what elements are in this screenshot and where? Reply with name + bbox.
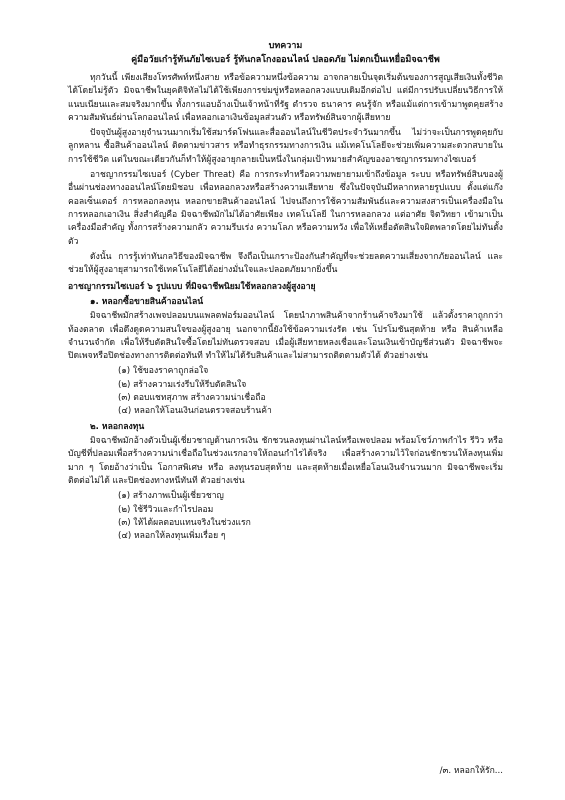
intro-paragraph-4: ดังนั้น การรู้เท่าทันกลวิธีของมิจฉาชีพ จึงถือเป็นเกราะป้องกันสำคัญที่จะช่วยลดความเสี่ยงจากภัยออนไลน์ และช่วยให้ผู้สูงอายุสามารถใช้เทคโนโลยีได้อย่างมั่นใจและปลอดภัยมากยิ่งขึ้น xyxy=(68,251,503,276)
list-item: (๑) สร้างภาพเป็นผู้เชี่ยวชาญ xyxy=(118,491,224,502)
topic-1-list xyxy=(118,365,503,418)
document-label: บทความ xyxy=(268,41,303,51)
intro-paragraph-2: ปัจจุบันผู้สูงอายุจำนวนมากเริ่มใช้สมาร์ตโฟนและสื่อออนไลน์ในชีวิตประจำวันมากขึ้น ไม่ว่าจะเป็นการพูดคุยกับลูกหลาน ซื้อสินค้าออนไลน์ ติดตามข่าวสาร หรือทำธุรกรรมทางการเงิน แม้เทคโนโลยีจะช่วยเพิ่มความสะดวกสบายในการใช้ชีวิต แต่ในขณะเดียวกันก็ทำให้ผู้สูงอายุกลายเป็นหนึ่งในกลุ่มเป้าหมายสำคัญของอาชญากรรมทางไซเบอร์ xyxy=(68,128,503,165)
topic-1-heading: ๑. หลอกซื้อขายสินค้าออนไลน์ xyxy=(90,296,204,307)
topic-1-body: มิจฉาชีพมักสร้างเพจปลอมบนแพลตฟอร์มออนไลน์ โดยนำภาพสินค้าจากร้านค้าจริงมาใช้ แล้วตั้งราคาถูกกว่าท้องตลาด เพื่อดึงดูดความสนใจของผู้สูงอายุ นอกจากนี้ยังใช้ข้อความเร่งรัด เช่น โปรโมชันสุดท้าย หรือ สินค้าเหลือจำนวนจำกัด เพื่อให้รีบตัดสินใจซื้อโดยไม่ทันตรวจสอบ เมื่อผู้เสียหายหลงเชื่อและโอนเงินเข้าบัญชีส่วนตัว มิจฉาชีพจะปิดเพจหรือปิดช่องทางการติดต่อทันที ทำให้ไม่ได้รับสินค้าและไม่สามารถติดตามตัวได้ ตัวอย่างเช่น xyxy=(68,311,503,362)
intro-paragraph-1: ทุกวันนี้ เพียงเสียงโทรศัพท์หนึ่งสาย หรือข้อความหนึ่งข้อความ อาจกลายเป็นจุดเริ่มต้นของการสูญเสียเงินทั้งชีวิตได้โดยไม่รู้ตัว มิจฉาชีพในยุคดิจิทัลไม่ได้ใช้เพียงการข่มขู่หรือหลอกลวงแบบเดิมอีกต่อไป แต่มีการปรับเปลี่ยนวิธีการให้แนบเนียนและสมจริงมากขึ้น ทั้งการแอบอ้างเป็นเจ้าหน้าที่รัฐ ตำรวจ ธนาคาร คนรู้จัก หรือแม้แต่การเข้ามาพูดคุยสร้างความสัมพันธ์ผ่านโลกออนไลน์ เพื่อหลอกเอาเงินข้อมูลส่วนตัว หรือทรัพย์สินจากผู้เสียหาย xyxy=(68,72,503,123)
list-item: (๔) หลอกให้ลงทุนเพิ่มเรื่อย ๆ xyxy=(118,531,226,542)
list-item: (๑) ใช้ของราคาถูกล่อใจ xyxy=(118,366,209,377)
list-item: (๓) ให้ได้ผลตอบแทนจริงในช่วงแรก xyxy=(118,517,251,528)
continuation-marker: /๓. หลอกให้รัก... xyxy=(439,766,503,776)
list-item: (๒) ใช้รีวิวและกำไรปลอม xyxy=(118,504,214,515)
list-item: (๔) หลอกให้โอนเงินก่อนตรวจสอบร้านค้า xyxy=(118,406,272,417)
list-item: (๓) ตอบแชทสุภาพ สร้างความน่าเชื่อถือ xyxy=(118,393,266,404)
topic-2-heading: ๒. หลอกลงทุน xyxy=(90,421,145,432)
topic-2-list xyxy=(118,490,503,543)
document-title: คู่มือวัยเก๋ารู้ทันภัยไซเบอร์ รู้ทันกลโกงออนไลน์ ปลอดภัย ไม่ตกเป็นเหยื่อมิจฉาชีพ xyxy=(131,54,440,65)
section-heading: อาชญากรรมไซเบอร์ ๖ รูปแบบ ที่มิจฉาชีพนิยมใช้หลอกลวงผู้สูงอายุ xyxy=(68,281,316,292)
list-item: (๒) สร้างความเร่งรีบให้รีบตัดสินใจ xyxy=(118,379,247,390)
topic-2-body: มิจฉาชีพมักอ้างตัวเป็นผู้เชี่ยวชาญด้านการเงิน ชักชวนลงทุนผ่านไลน์หรือเพจปลอม พร้อมโชว์ภาพกำไร รีวิว หรือบัญชีที่ปลอมเพื่อสร้างความน่าเชื่อถือในช่วงแรกอาจให้ถอนกำไรได้จริง เพื่อสร้างความไว้ใจก่อนชักชวนให้ลงทุนเพิ่มมาก ๆ โดยอ้างว่าเป็น โอกาสพิเศษ หรือ ลงทุนรอบสุดท้าย และสุดท้ายเมื่อเหยื่อโอนเงินจำนวนมาก มิจฉาชีพจะเริ่มติดต่อไม่ได้ และปิดช่องทางหนีทันที ตัวอย่างเช่น xyxy=(68,436,503,486)
intro-paragraph-3: อาชญากรรมไซเบอร์ (Cyber Threat) คือ การกระทำหรือความพยายามเข้าถึงข้อมูล ระบบ หรือทรัพย์สินของผู้อื่นผ่านช่องทางออนไลน์โดยมิชอบ เพื่อหลอกลวงหรือสร้างความเสียหาย ซึ่งในปัจจุบันมีหลากหลายรูปแบบ ตั้งแต่แก๊งคอลเซ็นเตอร์ การหลอกลงทุน หลอกขายสินค้าออนไลน์ ไปจนถึงการใช้ความสัมพันธ์และความสงสารเป็นเครื่องมือในการหลอกเอาเงิน สิ่งสำคัญคือ มิจฉาชีพมักไม่ได้อาศัยเพียง เทคโนโลยี ในการหลอกลวง แต่อาศัย จิตวิทยา เข้ามาเป็นเครื่องมือสำคัญ ทั้งการสร้างความกลัว ความรีบเร่ง ความโลภ หรือความหวัง เพื่อให้เหยื่อตัดสินใจผิดพลาดโดยไม่ทันตั้งตัว xyxy=(68,170,503,247)
